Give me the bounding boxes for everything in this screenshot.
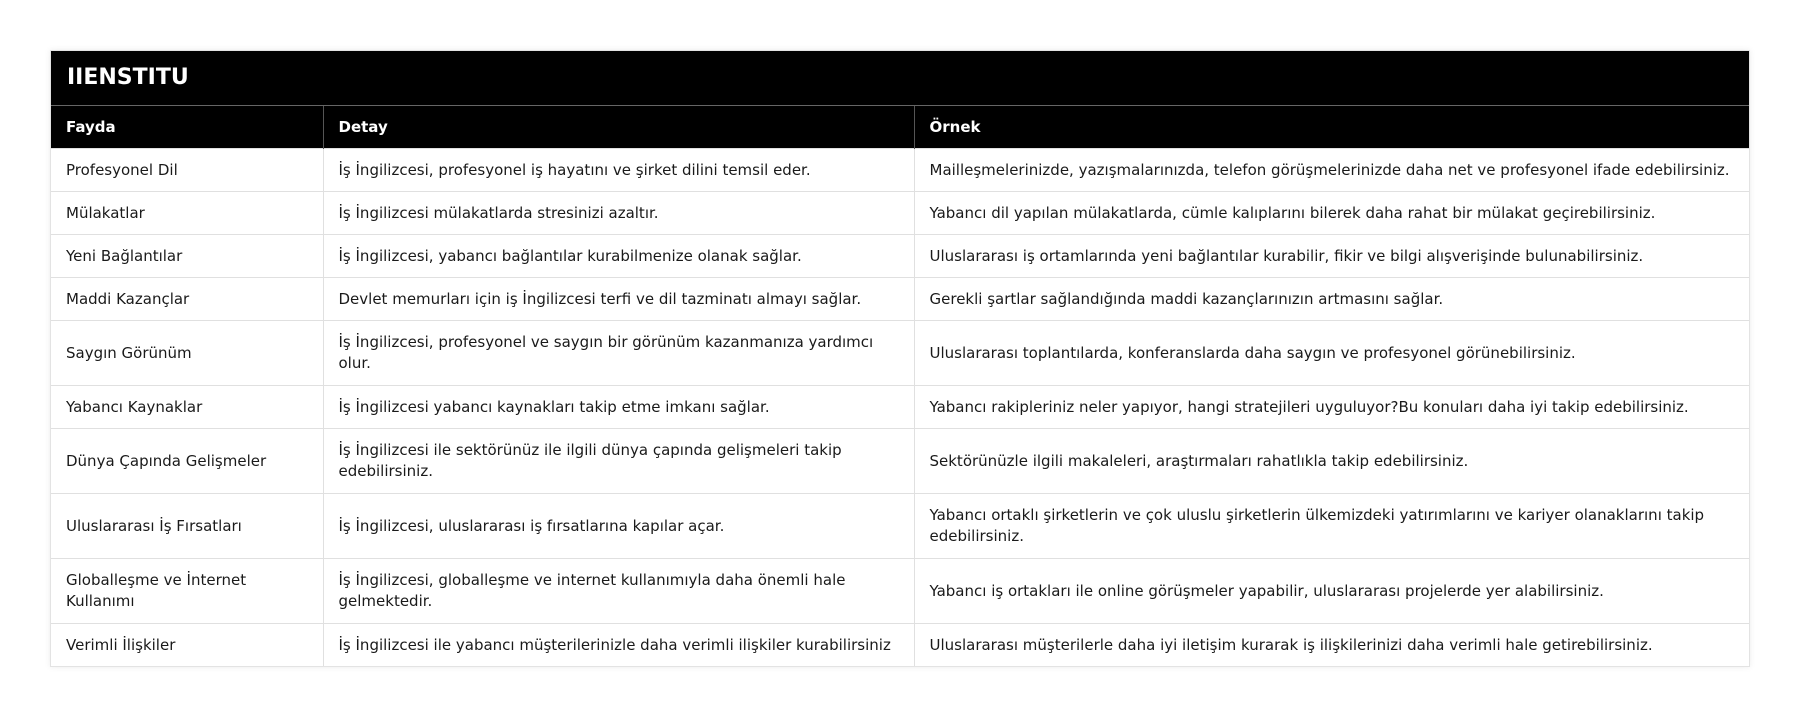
table-row: [51, 278, 1749, 321]
cell-ornek: Gerekli şartlar sağlandığında maddi kazançlarınızın artmasını sağlar.: [914, 278, 1749, 321]
column-header-ornek: Örnek: [914, 106, 1749, 149]
cell-fayda: Globalleşme ve İnternet Kullanımı: [51, 559, 323, 624]
cell-ornek: Yabancı ortaklı şirketlerin ve çok uluslu şirketlerin ülkemizdeki yatırımlarını ve kariyer olanaklarını takip edebilirsiniz.: [914, 494, 1749, 559]
table-header-row: [51, 106, 1749, 149]
cell-ornek: Yabancı iş ortakları ile online görüşmeler yapabilir, uluslararası projelerde yer alabilirsiniz.: [914, 559, 1749, 624]
table-row: [51, 386, 1749, 429]
table-row: [51, 192, 1749, 235]
table-row: [51, 494, 1749, 559]
brand-title: IIENSTITU: [51, 51, 1749, 105]
cell-ornek: Sektörünüzle ilgili makaleleri, araştırmaları rahatlıkla takip edebilirsiniz.: [914, 429, 1749, 494]
cell-detay: İş İngilizcesi, yabancı bağlantılar kurabilmenize olanak sağlar.: [323, 235, 914, 278]
cell-fayda: Maddi Kazançlar: [51, 278, 323, 321]
cell-fayda: Uluslararası İş Fırsatları: [51, 494, 323, 559]
cell-fayda: Saygın Görünüm: [51, 321, 323, 386]
cell-fayda: Yeni Bağlantılar: [51, 235, 323, 278]
column-header-detay: Detay: [323, 106, 914, 149]
cell-detay: İş İngilizcesi yabancı kaynakları takip etme imkanı sağlar.: [323, 386, 914, 429]
benefits-table-card: [50, 50, 1750, 667]
cell-fayda: Verimli İlişkiler: [51, 624, 323, 667]
cell-detay: İş İngilizcesi, uluslararası iş fırsatlarına kapılar açar.: [323, 494, 914, 559]
table-row: [51, 149, 1749, 192]
cell-ornek: Mailleşmelerinizde, yazışmalarınızda, telefon görüşmelerinizde daha net ve profesyonel ifade edebilirsiniz.: [914, 149, 1749, 192]
cell-detay: İş İngilizcesi ile sektörünüz ile ilgili dünya çapında gelişmeleri takip edebilirsiniz.: [323, 429, 914, 494]
column-header-fayda: Fayda: [51, 106, 323, 149]
table-row: [51, 321, 1749, 386]
table-row: [51, 624, 1749, 667]
cell-detay: İş İngilizcesi mülakatlarda stresinizi azaltır.: [323, 192, 914, 235]
cell-detay: İş İngilizcesi, profesyonel iş hayatını ve şirket dilini temsil eder.: [323, 149, 914, 192]
table-row: [51, 429, 1749, 494]
cell-ornek: Yabancı rakipleriniz neler yapıyor, hangi stratejileri uyguluyor?Bu konuları daha iyi takip edebilirsiniz.: [914, 386, 1749, 429]
cell-ornek: Uluslararası toplantılarda, konferanslarda daha saygın ve profesyonel görünebilirsiniz.: [914, 321, 1749, 386]
cell-detay: Devlet memurları için iş İngilizcesi terfi ve dil tazminatı almayı sağlar.: [323, 278, 914, 321]
cell-detay: İş İngilizcesi, globalleşme ve internet kullanımıyla daha önemli hale gelmektedir.: [323, 559, 914, 624]
cell-detay: İş İngilizcesi ile yabancı müşterilerinizle daha verimli ilişkiler kurabilirsiniz: [323, 624, 914, 667]
cell-detay: İş İngilizcesi, profesyonel ve saygın bir görünüm kazanmanıza yardımcı olur.: [323, 321, 914, 386]
cell-ornek: Yabancı dil yapılan mülakatlarda, cümle kalıplarını bilerek daha rahat bir mülakat geçirebilirsiniz.: [914, 192, 1749, 235]
cell-ornek: Uluslararası müşterilerle daha iyi iletişim kurarak iş ilişkilerinizi daha verimli hale getirebilirsiniz.: [914, 624, 1749, 667]
table-row: [51, 235, 1749, 278]
cell-fayda: Mülakatlar: [51, 192, 323, 235]
cell-fayda: Profesyonel Dil: [51, 149, 323, 192]
benefits-table: [51, 105, 1749, 666]
table-row: [51, 559, 1749, 624]
cell-fayda: Dünya Çapında Gelişmeler: [51, 429, 323, 494]
cell-fayda: Yabancı Kaynaklar: [51, 386, 323, 429]
cell-ornek: Uluslararası iş ortamlarında yeni bağlantılar kurabilir, fikir ve bilgi alışverişinde bulunabilirsiniz.: [914, 235, 1749, 278]
